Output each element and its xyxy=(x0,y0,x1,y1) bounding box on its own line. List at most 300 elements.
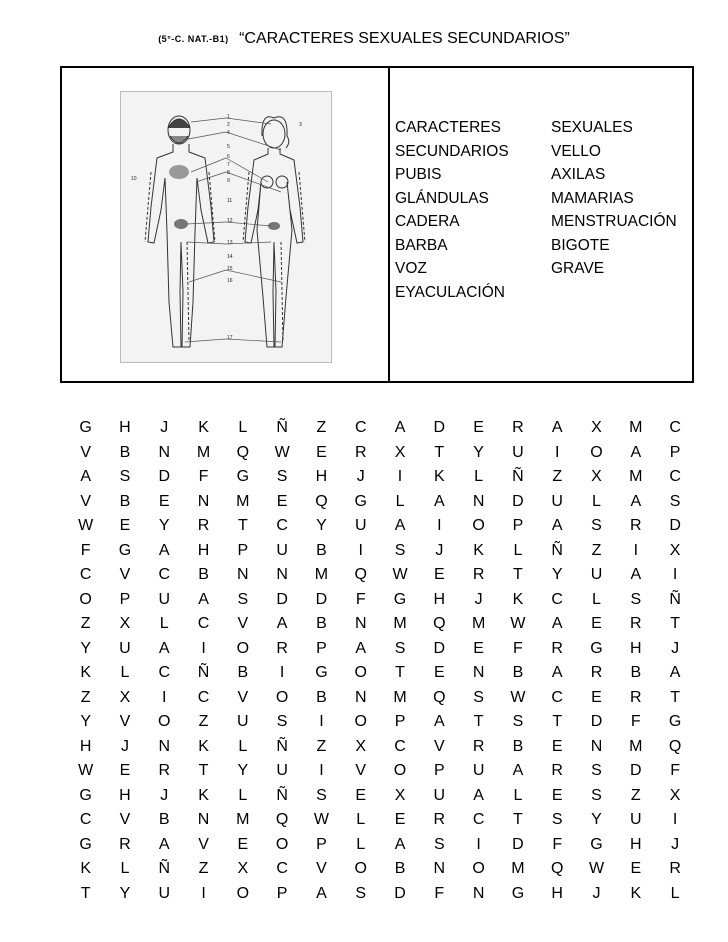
grid-letter[interactable]: D xyxy=(630,762,642,779)
grid-letter[interactable]: U xyxy=(276,541,288,559)
grid-letter[interactable]: Y xyxy=(237,762,249,779)
grid-letter[interactable]: I xyxy=(633,541,639,559)
grid-letter[interactable]: A xyxy=(669,664,681,681)
grid-letter[interactable]: W xyxy=(313,811,329,828)
grid-letter[interactable]: S xyxy=(591,762,602,779)
grid-letter[interactable]: Z xyxy=(552,468,563,485)
grid-letter[interactable]: L xyxy=(120,860,130,877)
grid-letter[interactable]: J xyxy=(356,468,365,485)
grid-letter[interactable]: A xyxy=(512,762,524,779)
grid-letter[interactable]: M xyxy=(196,443,211,461)
grid-letter[interactable]: R xyxy=(669,860,681,877)
grid-letter[interactable]: U xyxy=(630,811,642,828)
grid-letter[interactable]: Y xyxy=(316,517,327,534)
grid-letter[interactable]: L xyxy=(159,615,169,632)
grid-letter[interactable]: O xyxy=(393,762,407,779)
grid-letter[interactable]: J xyxy=(474,590,483,608)
grid-letter[interactable]: M xyxy=(629,737,643,755)
grid-letter[interactable]: H xyxy=(433,590,446,608)
grid-letter[interactable]: Z xyxy=(316,419,327,436)
grid-letter[interactable]: C xyxy=(158,566,171,583)
grid-letter[interactable]: D xyxy=(315,590,328,608)
grid-letter[interactable]: X xyxy=(394,786,406,804)
grid-letter[interactable]: Q xyxy=(433,688,446,706)
grid-letter[interactable]: S xyxy=(512,713,524,730)
grid-letter[interactable]: K xyxy=(80,860,91,877)
grid-letter[interactable]: W xyxy=(274,443,290,461)
grid-letter[interactable]: U xyxy=(237,713,249,730)
grid-letter[interactable]: X xyxy=(669,786,681,804)
grid-letter[interactable]: I xyxy=(672,811,678,828)
grid-letter[interactable]: U xyxy=(551,492,563,510)
grid-letter[interactable]: T xyxy=(198,762,209,779)
grid-letter[interactable]: A xyxy=(473,786,484,804)
grid-letter[interactable]: E xyxy=(119,517,131,534)
grid-letter[interactable]: K xyxy=(198,737,209,755)
grid-letter[interactable]: R xyxy=(197,517,210,534)
grid-letter[interactable]: E xyxy=(630,860,642,877)
grid-letter[interactable]: U xyxy=(590,566,603,583)
grid-letter[interactable]: S xyxy=(433,835,445,853)
grid-letter[interactable]: V xyxy=(80,492,91,510)
grid-letter[interactable]: R xyxy=(158,762,171,779)
grid-letter[interactable]: Q xyxy=(236,443,250,461)
grid-letter[interactable]: I xyxy=(672,566,678,583)
grid-letter[interactable]: M xyxy=(314,566,329,583)
grid-letter[interactable]: U xyxy=(158,884,171,902)
grid-letter[interactable]: D xyxy=(158,468,171,485)
grid-letter[interactable]: C xyxy=(197,615,210,632)
grid-letter[interactable]: T xyxy=(237,517,248,534)
grid-letter[interactable]: L xyxy=(670,884,680,902)
grid-letter[interactable]: K xyxy=(198,786,209,804)
grid-letter[interactable]: S xyxy=(551,811,563,828)
grid-letter[interactable]: Y xyxy=(473,443,484,461)
grid-letter[interactable]: C xyxy=(158,664,171,681)
grid-letter[interactable]: D xyxy=(512,492,524,510)
grid-letter[interactable]: S xyxy=(473,688,484,706)
grid-letter[interactable]: B xyxy=(158,811,170,828)
grid-letter[interactable]: L xyxy=(474,468,484,485)
grid-letter[interactable]: A xyxy=(551,419,563,436)
grid-letter[interactable]: B xyxy=(119,492,131,510)
grid-letter[interactable]: H xyxy=(119,786,131,804)
grid-letter[interactable]: W xyxy=(588,860,605,877)
grid-letter[interactable]: U xyxy=(354,517,367,534)
grid-letter[interactable]: C xyxy=(197,688,210,706)
grid-letter[interactable]: T xyxy=(670,688,680,706)
grid-letter[interactable]: A xyxy=(158,835,170,853)
grid-letter[interactable]: V xyxy=(433,737,445,755)
grid-letter[interactable]: M xyxy=(393,615,407,632)
grid-letter[interactable]: A xyxy=(630,566,642,583)
grid-letter[interactable]: N xyxy=(433,860,446,877)
grid-letter[interactable]: Z xyxy=(198,860,209,877)
grid-letter[interactable]: F xyxy=(355,590,366,608)
grid-letter[interactable]: S xyxy=(591,786,602,804)
grid-letter[interactable]: O xyxy=(472,860,485,877)
grid-letter[interactable]: S xyxy=(669,492,681,510)
grid-letter[interactable]: B xyxy=(198,566,209,583)
grid-letter[interactable]: F xyxy=(552,835,563,853)
grid-letter[interactable]: O xyxy=(236,639,250,657)
grid-letter[interactable]: L xyxy=(513,786,523,804)
grid-letter[interactable]: C xyxy=(276,860,288,877)
grid-letter[interactable]: X xyxy=(237,860,249,877)
grid-letter[interactable]: X xyxy=(591,419,602,436)
grid-letter[interactable]: Ñ xyxy=(512,468,524,485)
grid-letter[interactable]: L xyxy=(592,492,601,510)
grid-letter[interactable]: W xyxy=(392,566,408,583)
grid-letter[interactable]: A xyxy=(630,492,642,510)
grid-letter[interactable]: Ñ xyxy=(276,419,288,436)
grid-letter[interactable]: R xyxy=(472,566,485,583)
grid-letter[interactable]: O xyxy=(236,884,250,902)
grid-letter[interactable]: G xyxy=(79,835,92,853)
grid-letter[interactable]: H xyxy=(315,468,328,485)
grid-letter[interactable]: L xyxy=(356,835,366,853)
grid-letter[interactable]: N xyxy=(276,566,288,583)
grid-letter[interactable]: T xyxy=(670,615,680,632)
grid-letter[interactable]: A xyxy=(158,541,170,559)
grid-letter[interactable]: C xyxy=(669,419,681,436)
grid-letter[interactable]: P xyxy=(669,443,681,461)
grid-letter[interactable]: C xyxy=(79,811,92,828)
grid-letter[interactable]: I xyxy=(476,835,481,853)
grid-letter[interactable]: G xyxy=(354,492,367,510)
grid-letter[interactable]: K xyxy=(512,590,524,608)
grid-letter[interactable]: A xyxy=(630,443,642,461)
grid-letter[interactable]: L xyxy=(120,664,130,681)
grid-letter[interactable]: M xyxy=(236,811,250,828)
grid-letter[interactable]: T xyxy=(473,713,484,730)
grid-letter[interactable]: Y xyxy=(119,884,131,902)
grid-letter[interactable]: M xyxy=(511,860,525,877)
grid-letter[interactable]: A xyxy=(433,492,445,510)
grid-letter[interactable]: A xyxy=(551,664,563,681)
grid-letter[interactable]: H xyxy=(79,737,92,755)
grid-letter[interactable]: D xyxy=(276,590,288,608)
grid-letter[interactable]: I xyxy=(319,713,324,730)
grid-letter[interactable]: K xyxy=(433,468,445,485)
grid-letter[interactable]: K xyxy=(630,884,642,902)
grid-letter[interactable]: X xyxy=(669,541,681,559)
grid-letter[interactable]: C xyxy=(276,517,288,534)
grid-letter[interactable]: R xyxy=(119,835,131,853)
grid-letter[interactable]: M xyxy=(629,468,643,485)
grid-letter[interactable]: O xyxy=(275,835,289,853)
grid-letter[interactable]: G xyxy=(590,835,603,853)
grid-letter[interactable]: J xyxy=(120,737,129,755)
grid-letter[interactable]: P xyxy=(276,884,288,902)
grid-letter[interactable]: S xyxy=(630,590,642,608)
grid-letter[interactable]: O xyxy=(354,713,367,730)
grid-letter[interactable]: C xyxy=(354,419,367,436)
grid-letter[interactable]: V xyxy=(119,811,131,828)
grid-letter[interactable]: N xyxy=(354,615,367,632)
grid-letter[interactable]: R xyxy=(276,639,288,657)
grid-letter[interactable]: J xyxy=(160,786,169,804)
grid-letter[interactable]: S xyxy=(237,590,249,608)
grid-letter[interactable]: Z xyxy=(80,615,91,632)
grid-letter[interactable]: E xyxy=(355,786,367,804)
grid-letter[interactable]: V xyxy=(119,566,131,583)
grid-letter[interactable]: E xyxy=(473,419,484,436)
grid-letter[interactable]: G xyxy=(590,639,603,657)
grid-letter[interactable]: S xyxy=(276,713,288,730)
grid-letter[interactable]: Q xyxy=(354,566,367,583)
grid-letter[interactable]: X xyxy=(591,468,602,485)
grid-letter[interactable]: V xyxy=(119,713,131,730)
grid-letter[interactable]: K xyxy=(198,419,209,436)
grid-letter[interactable]: N xyxy=(472,884,485,902)
grid-letter[interactable]: P xyxy=(316,639,327,657)
grid-letter[interactable]: Z xyxy=(630,786,641,804)
grid-letter[interactable]: Q xyxy=(433,615,446,632)
grid-letter[interactable]: R xyxy=(433,811,446,828)
grid-letter[interactable]: D xyxy=(433,419,446,436)
grid-letter[interactable]: F xyxy=(630,713,641,730)
grid-letter[interactable]: B xyxy=(316,541,327,559)
grid-letter[interactable]: V xyxy=(316,860,327,877)
grid-letter[interactable]: T xyxy=(513,811,523,828)
grid-letter[interactable]: B xyxy=(630,664,642,681)
grid-letter[interactable]: Y xyxy=(80,639,91,657)
grid-letter[interactable]: D xyxy=(512,835,524,853)
grid-letter[interactable]: F xyxy=(434,884,445,902)
grid-letter[interactable]: A xyxy=(551,615,563,632)
grid-letter[interactable]: N xyxy=(354,688,367,706)
grid-letter[interactable]: M xyxy=(629,419,643,436)
grid-letter[interactable]: R xyxy=(354,443,367,461)
grid-letter[interactable]: T xyxy=(434,443,445,461)
grid-letter[interactable]: M xyxy=(471,615,486,632)
grid-letter[interactable]: G xyxy=(315,664,328,681)
grid-letter[interactable]: J xyxy=(671,835,680,853)
grid-letter[interactable]: I xyxy=(201,639,206,657)
grid-letter[interactable]: E xyxy=(473,639,484,657)
grid-letter[interactable]: N xyxy=(590,737,603,755)
grid-letter[interactable]: U xyxy=(119,639,131,657)
grid-letter[interactable]: O xyxy=(354,664,367,681)
grid-letter[interactable]: C xyxy=(394,737,406,755)
grid-letter[interactable]: P xyxy=(512,517,524,534)
grid-letter[interactable]: G xyxy=(79,786,92,804)
grid-letter[interactable]: S xyxy=(316,786,327,804)
grid-letter[interactable]: Y xyxy=(80,713,91,730)
grid-letter[interactable]: G xyxy=(236,468,250,485)
grid-letter[interactable]: R xyxy=(630,615,642,632)
grid-letter[interactable]: Y xyxy=(591,811,602,828)
grid-letter[interactable]: U xyxy=(472,762,485,779)
grid-letter[interactable]: N xyxy=(472,492,485,510)
grid-letter[interactable]: I xyxy=(162,688,167,706)
grid-letter[interactable]: Y xyxy=(551,566,563,583)
grid-letter[interactable]: A xyxy=(158,639,170,657)
grid-letter[interactable]: E xyxy=(551,786,563,804)
grid-letter[interactable]: Q xyxy=(275,811,289,828)
grid-letter[interactable]: E xyxy=(394,811,406,828)
grid-letter[interactable]: S xyxy=(394,639,406,657)
grid-letter[interactable]: K xyxy=(473,541,484,559)
grid-letter[interactable]: U xyxy=(433,786,446,804)
grid-letter[interactable]: A xyxy=(394,517,406,534)
grid-letter[interactable]: S xyxy=(394,541,406,559)
grid-letter[interactable]: Q xyxy=(550,860,564,877)
grid-letter[interactable]: V xyxy=(198,835,209,853)
grid-letter[interactable]: E xyxy=(119,762,131,779)
grid-letter[interactable]: N xyxy=(158,737,171,755)
grid-letter[interactable]: M xyxy=(236,492,250,510)
grid-letter[interactable]: H xyxy=(630,639,642,657)
grid-letter[interactable]: I xyxy=(554,443,560,461)
grid-letter[interactable]: T xyxy=(552,713,563,730)
grid-letter[interactable]: Y xyxy=(158,517,170,534)
grid-letter[interactable]: B xyxy=(316,688,327,706)
grid-letter[interactable]: L xyxy=(238,737,248,755)
grid-letter[interactable]: E xyxy=(237,835,249,853)
grid-letter[interactable]: V xyxy=(355,762,367,779)
grid-letter[interactable]: L xyxy=(395,492,405,510)
grid-letter[interactable]: O xyxy=(354,860,367,877)
grid-letter[interactable]: Ñ xyxy=(276,786,288,804)
grid-letter[interactable]: B xyxy=(512,737,524,755)
grid-letter[interactable]: A xyxy=(316,884,327,902)
grid-letter[interactable]: Z xyxy=(198,713,209,730)
grid-letter[interactable]: P xyxy=(316,835,327,853)
grid-letter[interactable]: J xyxy=(671,639,680,657)
grid-letter[interactable]: E xyxy=(591,688,602,706)
grid-letter[interactable]: L xyxy=(513,541,523,559)
grid-letter[interactable]: D xyxy=(669,517,681,534)
grid-letter[interactable]: S xyxy=(276,468,288,485)
grid-letter[interactable]: C xyxy=(551,688,563,706)
grid-letter[interactable]: S xyxy=(355,884,367,902)
grid-letter[interactable]: V xyxy=(237,615,249,632)
grid-letter[interactable]: W xyxy=(78,762,94,779)
grid-letter[interactable]: U xyxy=(158,590,171,608)
grid-letter[interactable]: B xyxy=(119,443,131,461)
grid-letter[interactable]: I xyxy=(397,468,403,485)
grid-letter[interactable]: N xyxy=(472,664,485,681)
grid-letter[interactable]: R xyxy=(472,737,485,755)
grid-letter[interactable]: E xyxy=(433,566,445,583)
grid-letter[interactable]: O xyxy=(158,713,171,730)
grid-letter[interactable]: N xyxy=(197,492,210,510)
grid-letter[interactable]: B xyxy=(394,860,406,877)
grid-letter[interactable]: F xyxy=(198,468,209,485)
grid-letter[interactable]: U xyxy=(512,443,524,461)
grid-letter[interactable]: V xyxy=(80,443,91,461)
grid-letter[interactable]: O xyxy=(79,590,92,608)
grid-letter[interactable]: G xyxy=(79,419,92,436)
grid-letter[interactable]: E xyxy=(433,664,445,681)
grid-letter[interactable]: D xyxy=(590,713,603,730)
grid-letter[interactable]: E xyxy=(158,492,170,510)
grid-letter[interactable]: W xyxy=(78,517,94,534)
grid-letter[interactable]: H xyxy=(630,835,642,853)
grid-letter[interactable]: A xyxy=(198,590,209,608)
grid-letter[interactable]: P xyxy=(394,713,406,730)
grid-letter[interactable]: A xyxy=(433,713,445,730)
grid-letter[interactable]: Q xyxy=(315,492,328,510)
grid-letter[interactable]: A xyxy=(80,468,91,485)
grid-letter[interactable]: C xyxy=(669,468,681,485)
grid-letter[interactable]: R xyxy=(551,762,563,779)
grid-letter[interactable]: R xyxy=(551,639,563,657)
grid-letter[interactable]: O xyxy=(275,688,289,706)
grid-letter[interactable]: I xyxy=(319,762,324,779)
grid-letter[interactable]: H xyxy=(119,419,131,436)
grid-letter[interactable]: Ñ xyxy=(669,590,681,608)
grid-letter[interactable]: R xyxy=(630,517,642,534)
grid-letter[interactable]: M xyxy=(393,688,407,706)
grid-letter[interactable]: R xyxy=(512,419,524,436)
grid-letter[interactable]: J xyxy=(435,541,444,559)
grid-letter[interactable]: Q xyxy=(668,737,682,755)
grid-letter[interactable]: Z xyxy=(80,688,91,706)
grid-letter[interactable]: A xyxy=(394,835,406,853)
grid-letter[interactable]: T xyxy=(80,884,91,902)
grid-letter[interactable]: Ñ xyxy=(551,541,563,559)
grid-letter[interactable]: A xyxy=(276,615,288,632)
grid-letter[interactable]: I xyxy=(437,517,442,534)
grid-letter[interactable]: A xyxy=(551,517,563,534)
grid-letter[interactable]: F xyxy=(670,762,680,779)
grid-letter[interactable]: N xyxy=(158,443,171,461)
grid-letter[interactable]: X xyxy=(355,737,367,755)
grid-letter[interactable]: X xyxy=(119,688,131,706)
grid-letter[interactable]: A xyxy=(394,419,406,436)
grid-letter[interactable]: W xyxy=(510,615,526,632)
grid-letter[interactable]: R xyxy=(630,688,642,706)
grid-letter[interactable]: A xyxy=(355,639,367,657)
grid-letter[interactable]: Ñ xyxy=(197,664,210,681)
grid-letter[interactable]: L xyxy=(238,786,248,804)
grid-letter[interactable]: E xyxy=(316,443,327,461)
grid-letter[interactable]: O xyxy=(472,517,485,534)
grid-letter[interactable]: C xyxy=(472,811,485,828)
grid-letter[interactable]: E xyxy=(276,492,288,510)
grid-letter[interactable]: Ñ xyxy=(276,737,288,755)
grid-letter[interactable]: G xyxy=(511,884,525,902)
grid-letter[interactable]: G xyxy=(118,541,132,559)
grid-letter[interactable]: G xyxy=(393,590,407,608)
grid-letter[interactable]: P xyxy=(119,590,131,608)
grid-letter[interactable]: D xyxy=(394,884,406,902)
grid-letter[interactable]: C xyxy=(79,566,92,583)
grid-letter[interactable]: G xyxy=(668,713,682,730)
grid-letter[interactable]: N xyxy=(237,566,249,583)
grid-letter[interactable]: H xyxy=(551,884,563,902)
grid-letter[interactable]: D xyxy=(433,639,446,657)
grid-letter[interactable]: T xyxy=(513,566,523,583)
grid-letter[interactable]: Ñ xyxy=(158,860,171,877)
grid-letter[interactable]: J xyxy=(592,884,601,902)
grid-letter[interactable]: S xyxy=(119,468,131,485)
grid-letter[interactable]: N xyxy=(197,811,210,828)
grid-letter[interactable]: C xyxy=(551,590,563,608)
grid-letter[interactable]: B xyxy=(316,615,327,632)
grid-letter[interactable]: H xyxy=(197,541,210,559)
grid-letter[interactable]: L xyxy=(238,419,248,436)
grid-letter[interactable]: F xyxy=(513,639,523,657)
grid-letter[interactable]: T xyxy=(395,664,405,681)
grid-letter[interactable]: U xyxy=(276,762,288,779)
grid-letter[interactable]: S xyxy=(591,517,602,534)
grid-letter[interactable]: E xyxy=(551,737,563,755)
grid-letter[interactable]: X xyxy=(119,615,131,632)
